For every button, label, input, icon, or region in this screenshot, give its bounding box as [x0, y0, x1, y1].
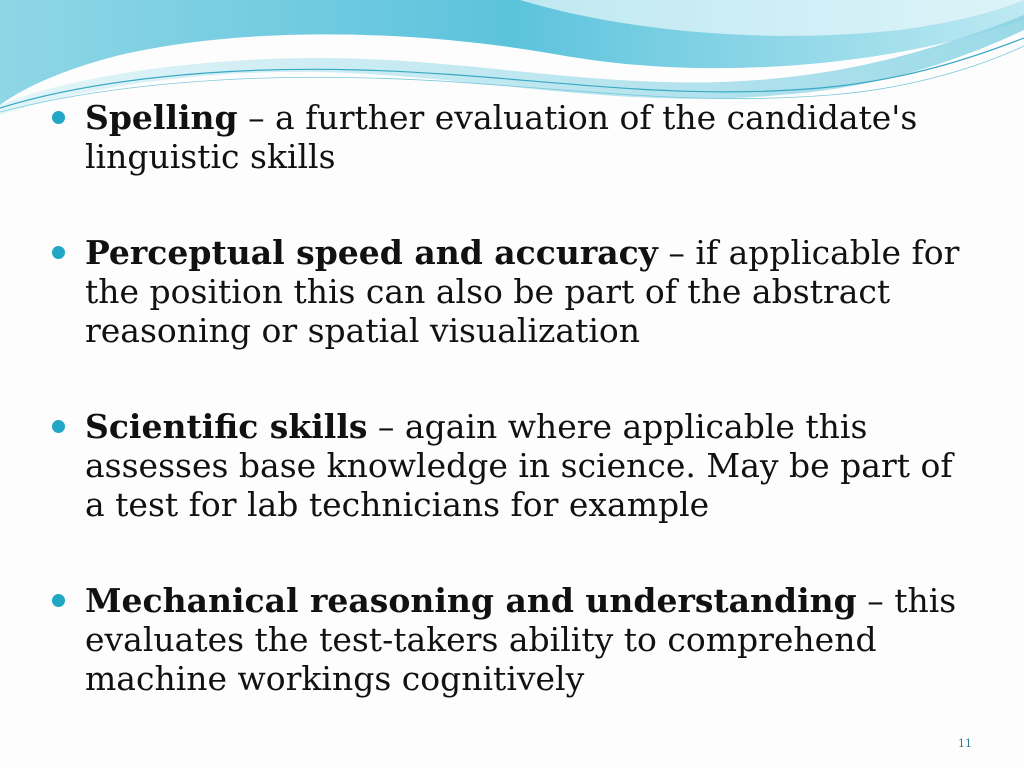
bullet-spelling [52, 98, 982, 176]
bullet-description: – a further evaluation of the candidate's linguistic skills [85, 98, 918, 176]
bullet-term: Spelling [85, 98, 238, 137]
bullet-term: Perceptual speed and accuracy [85, 233, 658, 272]
bullet-term: Scientific skills [85, 407, 368, 446]
bullet-dot-icon [52, 420, 65, 433]
bullet-text [85, 98, 917, 176]
slide-number: 11 [958, 737, 972, 750]
bullet-text [85, 581, 956, 698]
bullet-term: Mechanical reasoning and understanding [85, 581, 857, 620]
bullet-dot-icon [52, 111, 65, 124]
bullet-list [52, 98, 982, 755]
bullet-dot-icon [52, 246, 65, 259]
bullet-description: – if applicable for the position this can also be part of the abstract reasoning or spatial visualization [85, 233, 960, 350]
bullet-mechanical-reasoning [52, 581, 982, 698]
bullet-description: – this evaluates the test-takers ability to comprehend machine workings cognitively [85, 581, 957, 698]
bullet-perceptual-speed [52, 233, 982, 350]
bullet-dot-icon [52, 594, 65, 607]
bullet-description: – again where applicable this assesses base knowledge in science. May be part of a test for lab technicians for example [85, 407, 953, 524]
bullet-text [85, 233, 959, 350]
bullet-text [85, 407, 953, 524]
bullet-scientific-skills [52, 407, 982, 524]
